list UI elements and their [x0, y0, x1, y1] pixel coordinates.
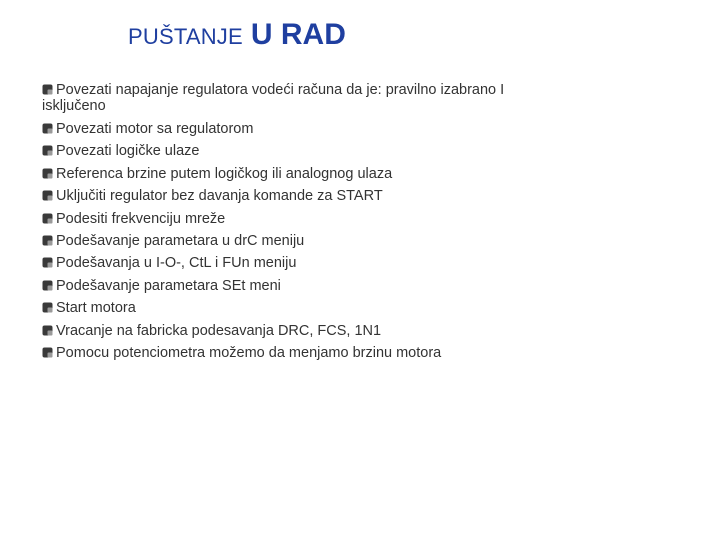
bullet-text: Referenca brzine putem logičkog ili analognog ulaza	[56, 165, 393, 182]
bullet-item	[42, 118, 562, 140]
checkbox-square-icon	[42, 276, 53, 287]
checkbox-square-icon	[42, 186, 53, 197]
bullet-list	[42, 80, 562, 364]
checkbox-square-icon	[42, 343, 53, 354]
checkbox-square-icon	[42, 119, 53, 130]
bullet-text: Podešavanja u I-O-, CtL i FUn meniju	[56, 255, 297, 272]
bullet-text: Podesiti frekvenciju mreže	[56, 210, 226, 227]
bullet-text: Start motora	[56, 300, 136, 317]
checkbox-square-icon	[42, 83, 53, 94]
bullet-text: Pomocu potenciometra možemo da menjamo brzinu motora	[56, 345, 442, 362]
bullet-text: Povezati motor sa regulatorom	[56, 121, 254, 137]
bullet-item	[42, 252, 562, 274]
bullet-text: Uključiti regulator bez davanja komande za START	[56, 188, 383, 205]
slide-title	[128, 18, 346, 52]
bullet-text: Vracanje na fabricka podesavanja DRC, FCS, 1N1	[56, 322, 382, 339]
checkbox-square-icon	[42, 298, 53, 309]
checkbox-square-icon	[42, 253, 53, 264]
checkbox-square-icon	[42, 231, 53, 242]
bullet-text: Podešavanje parametara u drC meniju	[56, 233, 305, 250]
bullet-item	[42, 297, 562, 319]
bullet-item	[42, 275, 562, 297]
title-part-1: PUŠTANJE	[128, 24, 243, 49]
bullet-text: Povezati logičke ulaze	[56, 143, 200, 160]
checkbox-square-icon	[42, 141, 53, 152]
checkbox-square-icon	[42, 209, 53, 220]
bullet-item	[42, 163, 562, 185]
title-part-2: U RAD	[250, 18, 346, 51]
bullet-item	[42, 80, 562, 118]
bullet-item	[42, 230, 562, 252]
bullet-text: Povezati napajanje regulatora vodeći računa da je: pravilno izabrano I isključeno	[42, 82, 505, 114]
checkbox-square-icon	[42, 321, 53, 332]
bullet-item	[42, 320, 562, 342]
bullet-item	[42, 140, 562, 162]
checkbox-square-icon	[42, 164, 53, 175]
bullet-item	[42, 185, 562, 207]
bullet-text: Podešavanje parametara SEt meni	[56, 277, 281, 294]
bullet-item	[42, 208, 562, 230]
bullet-item	[42, 342, 562, 364]
